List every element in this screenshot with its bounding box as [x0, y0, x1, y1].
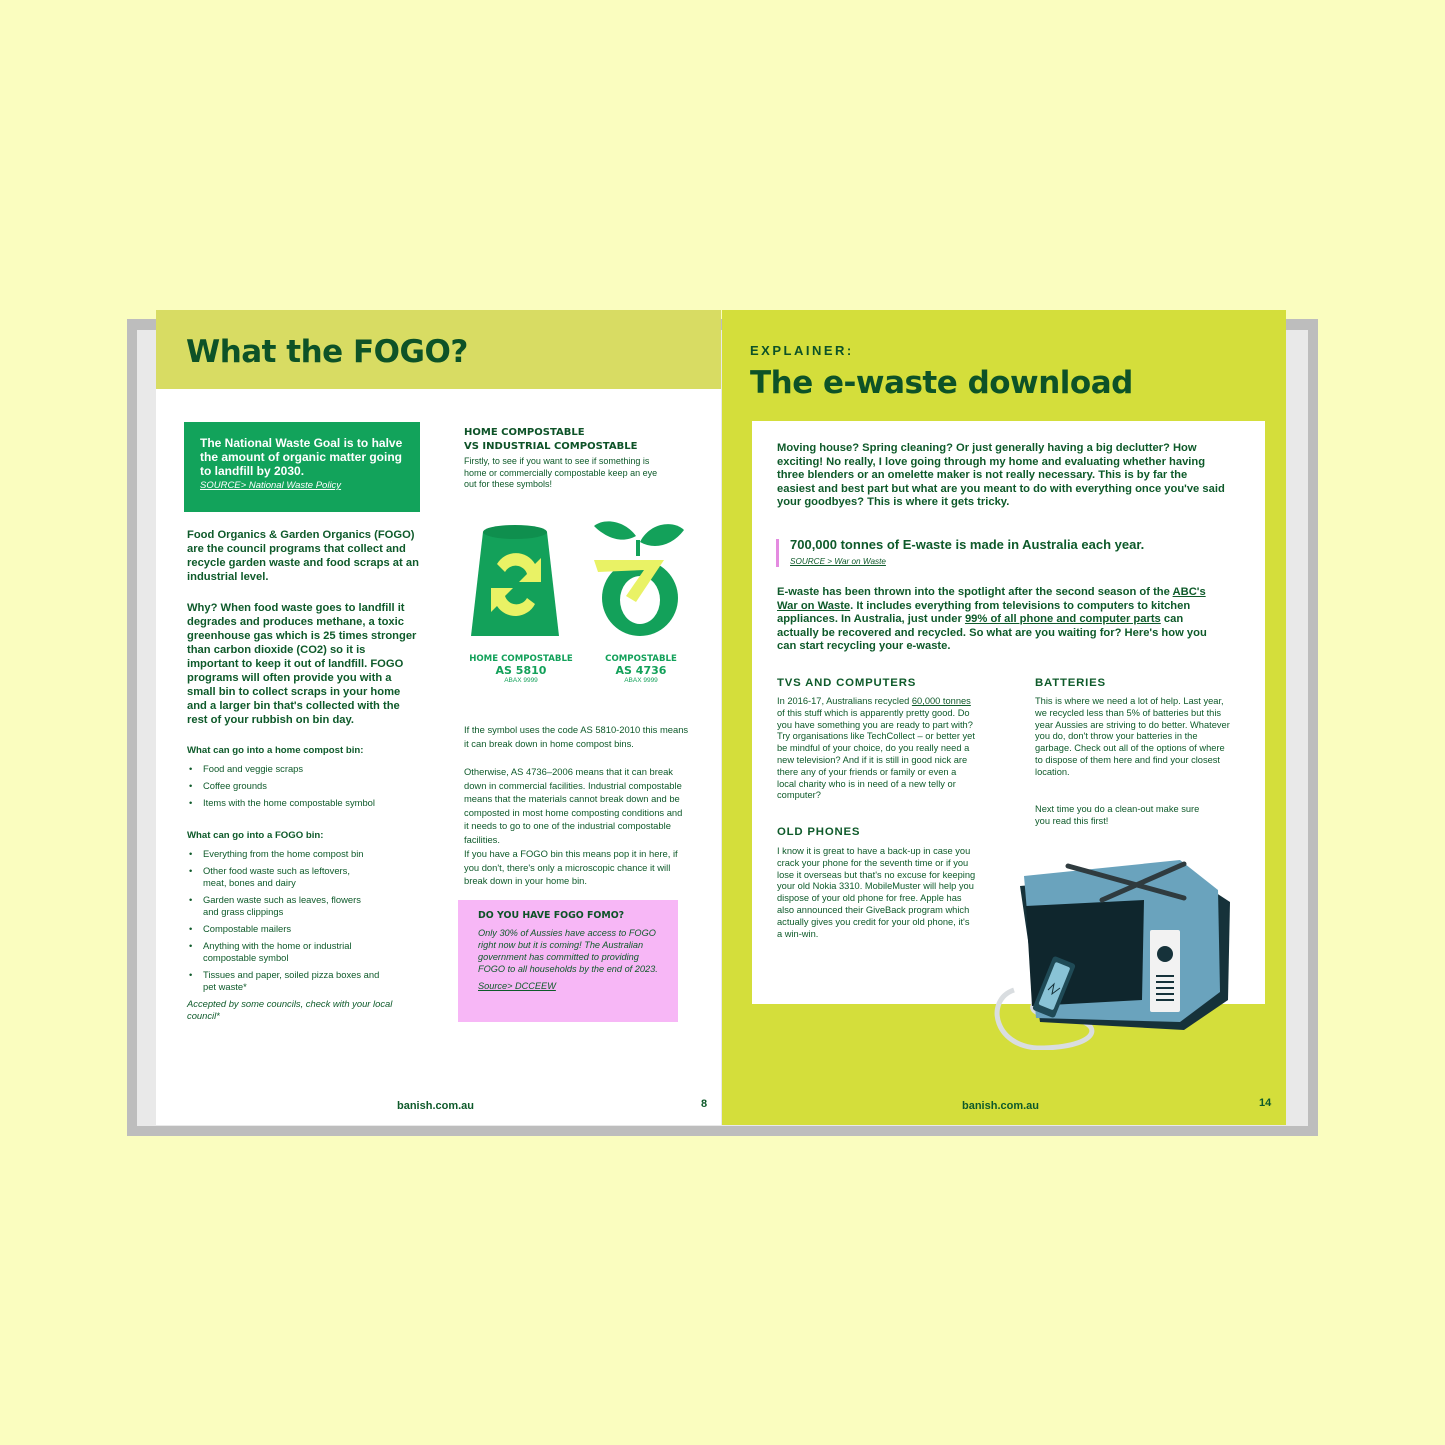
compost-paragraph-3: If you have a FOGO bin this means pop it in here, if you don't, there's only a microscopic chance it will break down in your home bin.: [464, 848, 678, 887]
fogo-bin-heading: What can go into a FOGO bin:: [187, 830, 324, 841]
left-page-header: [156, 310, 721, 389]
list-item: • Other food waste such as leftovers, meat, bones and dairy: [187, 865, 363, 889]
ewaste-text-1: E-waste has been thrown into the spotlight after the second season of the: [777, 586, 1173, 598]
fogo-bin-list: [187, 848, 422, 998]
fogo-why-paragraph: Why? When food waste goes to landfill it degrades and produces methane, a toxic greenhouse gas which is 25 times stronger than carbon dioxide (CO2) so it is important to keep it out of landfill. FOGO programs will often provide you with a small bin to collect scraps in your home and a larger bin that's collected with the rest of your rubbish on bin day.: [187, 602, 417, 726]
ewaste-stat: 700,000 tonnes of E-waste is made in Australia each year.: [790, 537, 1145, 552]
phone-parts-link[interactable]: 99% of all phone and computer parts: [964, 613, 1161, 626]
goal-text: The National Waste Goal is to halve the amount of organic matter going to landfill by 2030.: [200, 436, 403, 478]
stat-source-link[interactable]: SOURCE > War on Waste: [790, 557, 886, 566]
tvs-text-1: In 2016-17, Australians recycled: [777, 696, 912, 706]
abc-war-on-waste-link[interactable]: ABC's War on Waste: [777, 586, 1206, 612]
home-compostable-code: AS 5810: [495, 664, 547, 677]
fomo-source-link[interactable]: Source> DCCEEW: [478, 981, 556, 991]
industrial-compostable-symbol-icon: [584, 516, 694, 640]
left-page: [156, 310, 721, 1125]
old-phones-heading: OLD PHONES: [777, 826, 861, 838]
council-footnote: Accepted by some councils, check with your local council*: [187, 998, 393, 1021]
industrial-compostable-code: AS 4736: [615, 664, 667, 677]
left-page-number: 8: [701, 1098, 708, 1110]
ewaste-paragraph: [777, 586, 1227, 654]
tvs-body: [777, 696, 977, 802]
industrial-compostable-label: COMPOSTABLE: [605, 654, 677, 664]
ewaste-text-2: . It includes everything from televisions to computers to kitchen appliances. In Australia, just under: [777, 599, 1191, 626]
compost-intro: Firstly, to see if you want to see if something is home or commercially compostable keep an eye out for these symbols!: [464, 456, 658, 489]
list-item: • Everything from the home compost bin: [187, 848, 422, 860]
national-waste-goal-box: [184, 422, 420, 512]
fogo-fomo-box: [458, 900, 678, 1022]
home-compostable-label: HOME COMPOSTABLE: [469, 654, 573, 664]
compost-heading-line-1: HOME COMPOSTABLE: [464, 427, 585, 438]
ewaste-text-3: can actually be recovered and recycled. So what are you waiting for? Here's how you can start recycling your e-waste.: [777, 613, 1207, 653]
fomo-body: Only 30% of Aussies have access to FOGO right now but it is coming! The Australian government has committed to providing FOGO to all households by the end of 2023.: [478, 928, 658, 974]
old-phones-body: I know it is great to have a back-up in case you crack your phone for the seventh time or if you lose it overseas but that's no excuse for keeping your old Nokia 3310. MobileMuster will help you dispose of your old phone for free. Apple has also announced their GiveBack program which actually gives you credit for your old phone, it's a win-win.: [777, 846, 976, 939]
home-compostable-symbol-icon: [469, 524, 561, 642]
list-item: • Compostable mailers: [187, 923, 422, 935]
right-page-title: The e-waste download: [750, 365, 1133, 401]
radio-illustration-icon: [984, 850, 1234, 1050]
home-bin-heading: What can go into a home compost bin:: [187, 745, 364, 756]
right-footer-site[interactable]: banish.com.au: [962, 1100, 1040, 1112]
list-item: • Garden waste such as leaves, flowers and grass clippings: [187, 894, 378, 918]
list-item: • Food and veggie scraps: [187, 763, 422, 775]
home-bin-list: [187, 763, 422, 814]
compost-heading-line-2: VS INDUSTRIAL COMPOSTABLE: [464, 441, 638, 452]
explainer-kicker: EXPLAINER:: [750, 343, 854, 358]
batteries-closing: Next time you do a clean-out make sure you read this first!: [1035, 804, 1200, 826]
right-page-number: 14: [1259, 1097, 1272, 1109]
compost-paragraph-2: Otherwise, AS 4736–2006 means that it can break down in commercial facilities. Industrial compostable means that the materials cannot break down and be composted in most home composting conditions and it needs to go to one of the industrial compostable facilities.: [464, 766, 683, 845]
goal-source-link[interactable]: SOURCE> National Waste Policy: [200, 480, 342, 491]
list-item: • Tissues and paper, soiled pizza boxes and pet waste*: [187, 969, 388, 993]
batteries-body: This is where we need a lot of help. Last year, we recycled less than 5% of batteries but this year Aussies are striving to do better. Whatever you do, don't throw your batteries in the garbage. Check out all of the options of where to dispose of them here and find your closest location.: [1035, 696, 1230, 777]
stat-accent-bar: [776, 539, 779, 567]
home-compostable-caption: [456, 654, 586, 684]
list-item: • Coffee grounds: [187, 780, 422, 792]
list-item: • Items with the home compostable symbol: [187, 797, 422, 809]
industrial-compostable-caption: [581, 654, 701, 684]
home-compostable-sub: ABAX 9999: [504, 677, 538, 684]
compost-paragraph-1: If the symbol uses the code AS 5810-2010 this means it can break down in home compost bins.: [464, 724, 689, 749]
list-item: • Anything with the home or industrial compostable symbol: [187, 940, 378, 964]
fomo-title: DO YOU HAVE FOGO FOMO?: [478, 910, 625, 921]
compost-heading: [464, 426, 684, 454]
batteries-heading: BATTERIES: [1035, 677, 1106, 689]
left-footer-site[interactable]: banish.com.au: [397, 1100, 475, 1112]
tvs-heading: TVS AND COMPUTERS: [777, 677, 917, 689]
right-page: [722, 310, 1286, 1125]
intro-paragraph: Moving house? Spring cleaning? Or just generally having a big declutter? How exciting! No really, I love going through my home and evaluating whether having three blenders or an omelette maker is not really necessary. This is by far the easiest and best part but what are you meant to do with everything once you've said your goodbyes? This is where it gets tricky.: [777, 442, 1225, 509]
fogo-definition: Food Organics & Garden Organics (FOGO) are the council programs that collect and recycle garden waste and food scraps at an industrial level.: [187, 529, 419, 583]
industrial-compostable-sub: ABAX 9999: [624, 677, 658, 684]
left-page-title: What the FOGO?: [186, 334, 468, 370]
sixty-thousand-tonnes-link[interactable]: 60,000 tonnes: [911, 696, 971, 706]
tvs-text-2: of this stuff which is apparently pretty good. Do you have something you are ready to part with? Try organisations like TechCollect – or better yet be mindful of your choice, do you really need a new television? And if it is still in good nick are there any of your friends or family or even a local charity who is in need of a new telly or computer?: [777, 707, 975, 801]
